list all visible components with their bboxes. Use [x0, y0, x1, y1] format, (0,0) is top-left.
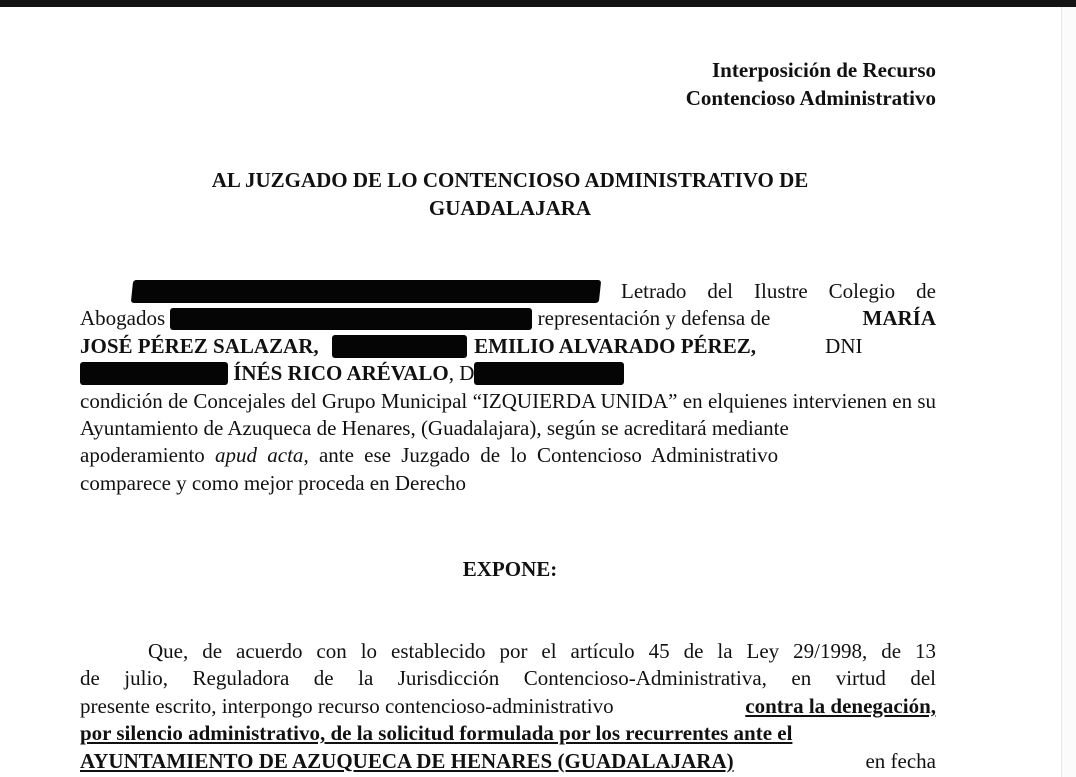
client-name: JOSÉ PÉREZ SALAZAR, — [80, 333, 319, 358]
intro-line-7 — [80, 442, 936, 469]
top-bar — [0, 0, 1076, 7]
client-name: MARÍA — [862, 306, 936, 331]
redacted-dni — [474, 362, 624, 385]
body-line-3 — [80, 693, 936, 720]
intro-line-2 — [80, 305, 936, 332]
page-edge — [1061, 7, 1076, 777]
intro-text: quienes intervienen en su — [723, 388, 936, 413]
intro-text: , ante ese Juzgado de lo Contencioso Administrativo — [303, 443, 779, 468]
intro-text: Abogados — [80, 306, 171, 331]
header-line-2: Contencioso Administrativo — [685, 86, 936, 110]
intro-line-5: condición de Concejales del Grupo Municipal “IZQUIERDA UNIDA” en el — [80, 388, 724, 413]
client-name: EMILIO ALVARADO PÉREZ, — [474, 333, 756, 358]
intro-line-3 — [80, 333, 936, 360]
latin-term: apud acta — [215, 443, 304, 468]
intro-text: apoderamiento — [80, 443, 216, 468]
intro-paragraph — [80, 278, 936, 497]
court-title: AL JUZGADO DE LO CONTENCIOSO ADMINISTRATIVO DE GUADALAJARA — [211, 168, 809, 220]
header-line-1: Interposición de Recurso — [712, 58, 936, 82]
intro-text: Letrado del Ilustre Colegio de — [600, 279, 936, 303]
intro-line-6: Ayuntamiento de Azuqueca de Henares, (Guadalajara), según se acreditará mediante — [80, 415, 789, 440]
redacted-colegio — [170, 308, 532, 330]
body-line-4: por silencio administrativo, de la solicitud formulada por los recurrentes ante el — [80, 721, 793, 746]
intro-line-1 — [80, 278, 936, 305]
body-text: en fecha — [865, 748, 936, 773]
intro-text — [319, 334, 324, 358]
intro-text: , D — [448, 361, 475, 386]
underlined-claim: AYUNTAMIENTO DE AZUQUECA DE HENARES (GUADALAJARA) — [80, 748, 734, 773]
body-line-5 — [80, 748, 936, 775]
intro-line-8: comparece y como mejor proceda en Derecho — [80, 470, 466, 495]
body-text: presente escrito, interpongo recurso contencioso-administrativo — [80, 693, 614, 718]
client-name: ÍNÉS RICO ARÉVALO — [233, 361, 449, 386]
body-line-1: Que, de acuerdo con lo establecido por el artículo 45 de la Ley 29/1998, de 13 — [148, 639, 936, 663]
redacted-dni — [332, 335, 467, 358]
intro-text: DNI — [825, 333, 863, 358]
body-line-2: de julio, Reguladora de la Jurisdicción Contencioso-Administrativa, en virtud del — [80, 666, 936, 691]
expone-heading: EXPONE: — [462, 557, 558, 581]
body-paragraph — [80, 638, 936, 775]
redacted-dni — [80, 362, 228, 385]
intro-text: representación y defensa de — [532, 306, 771, 331]
underlined-claim: contra la denegación, — [745, 693, 936, 718]
redacted-name — [131, 280, 601, 303]
